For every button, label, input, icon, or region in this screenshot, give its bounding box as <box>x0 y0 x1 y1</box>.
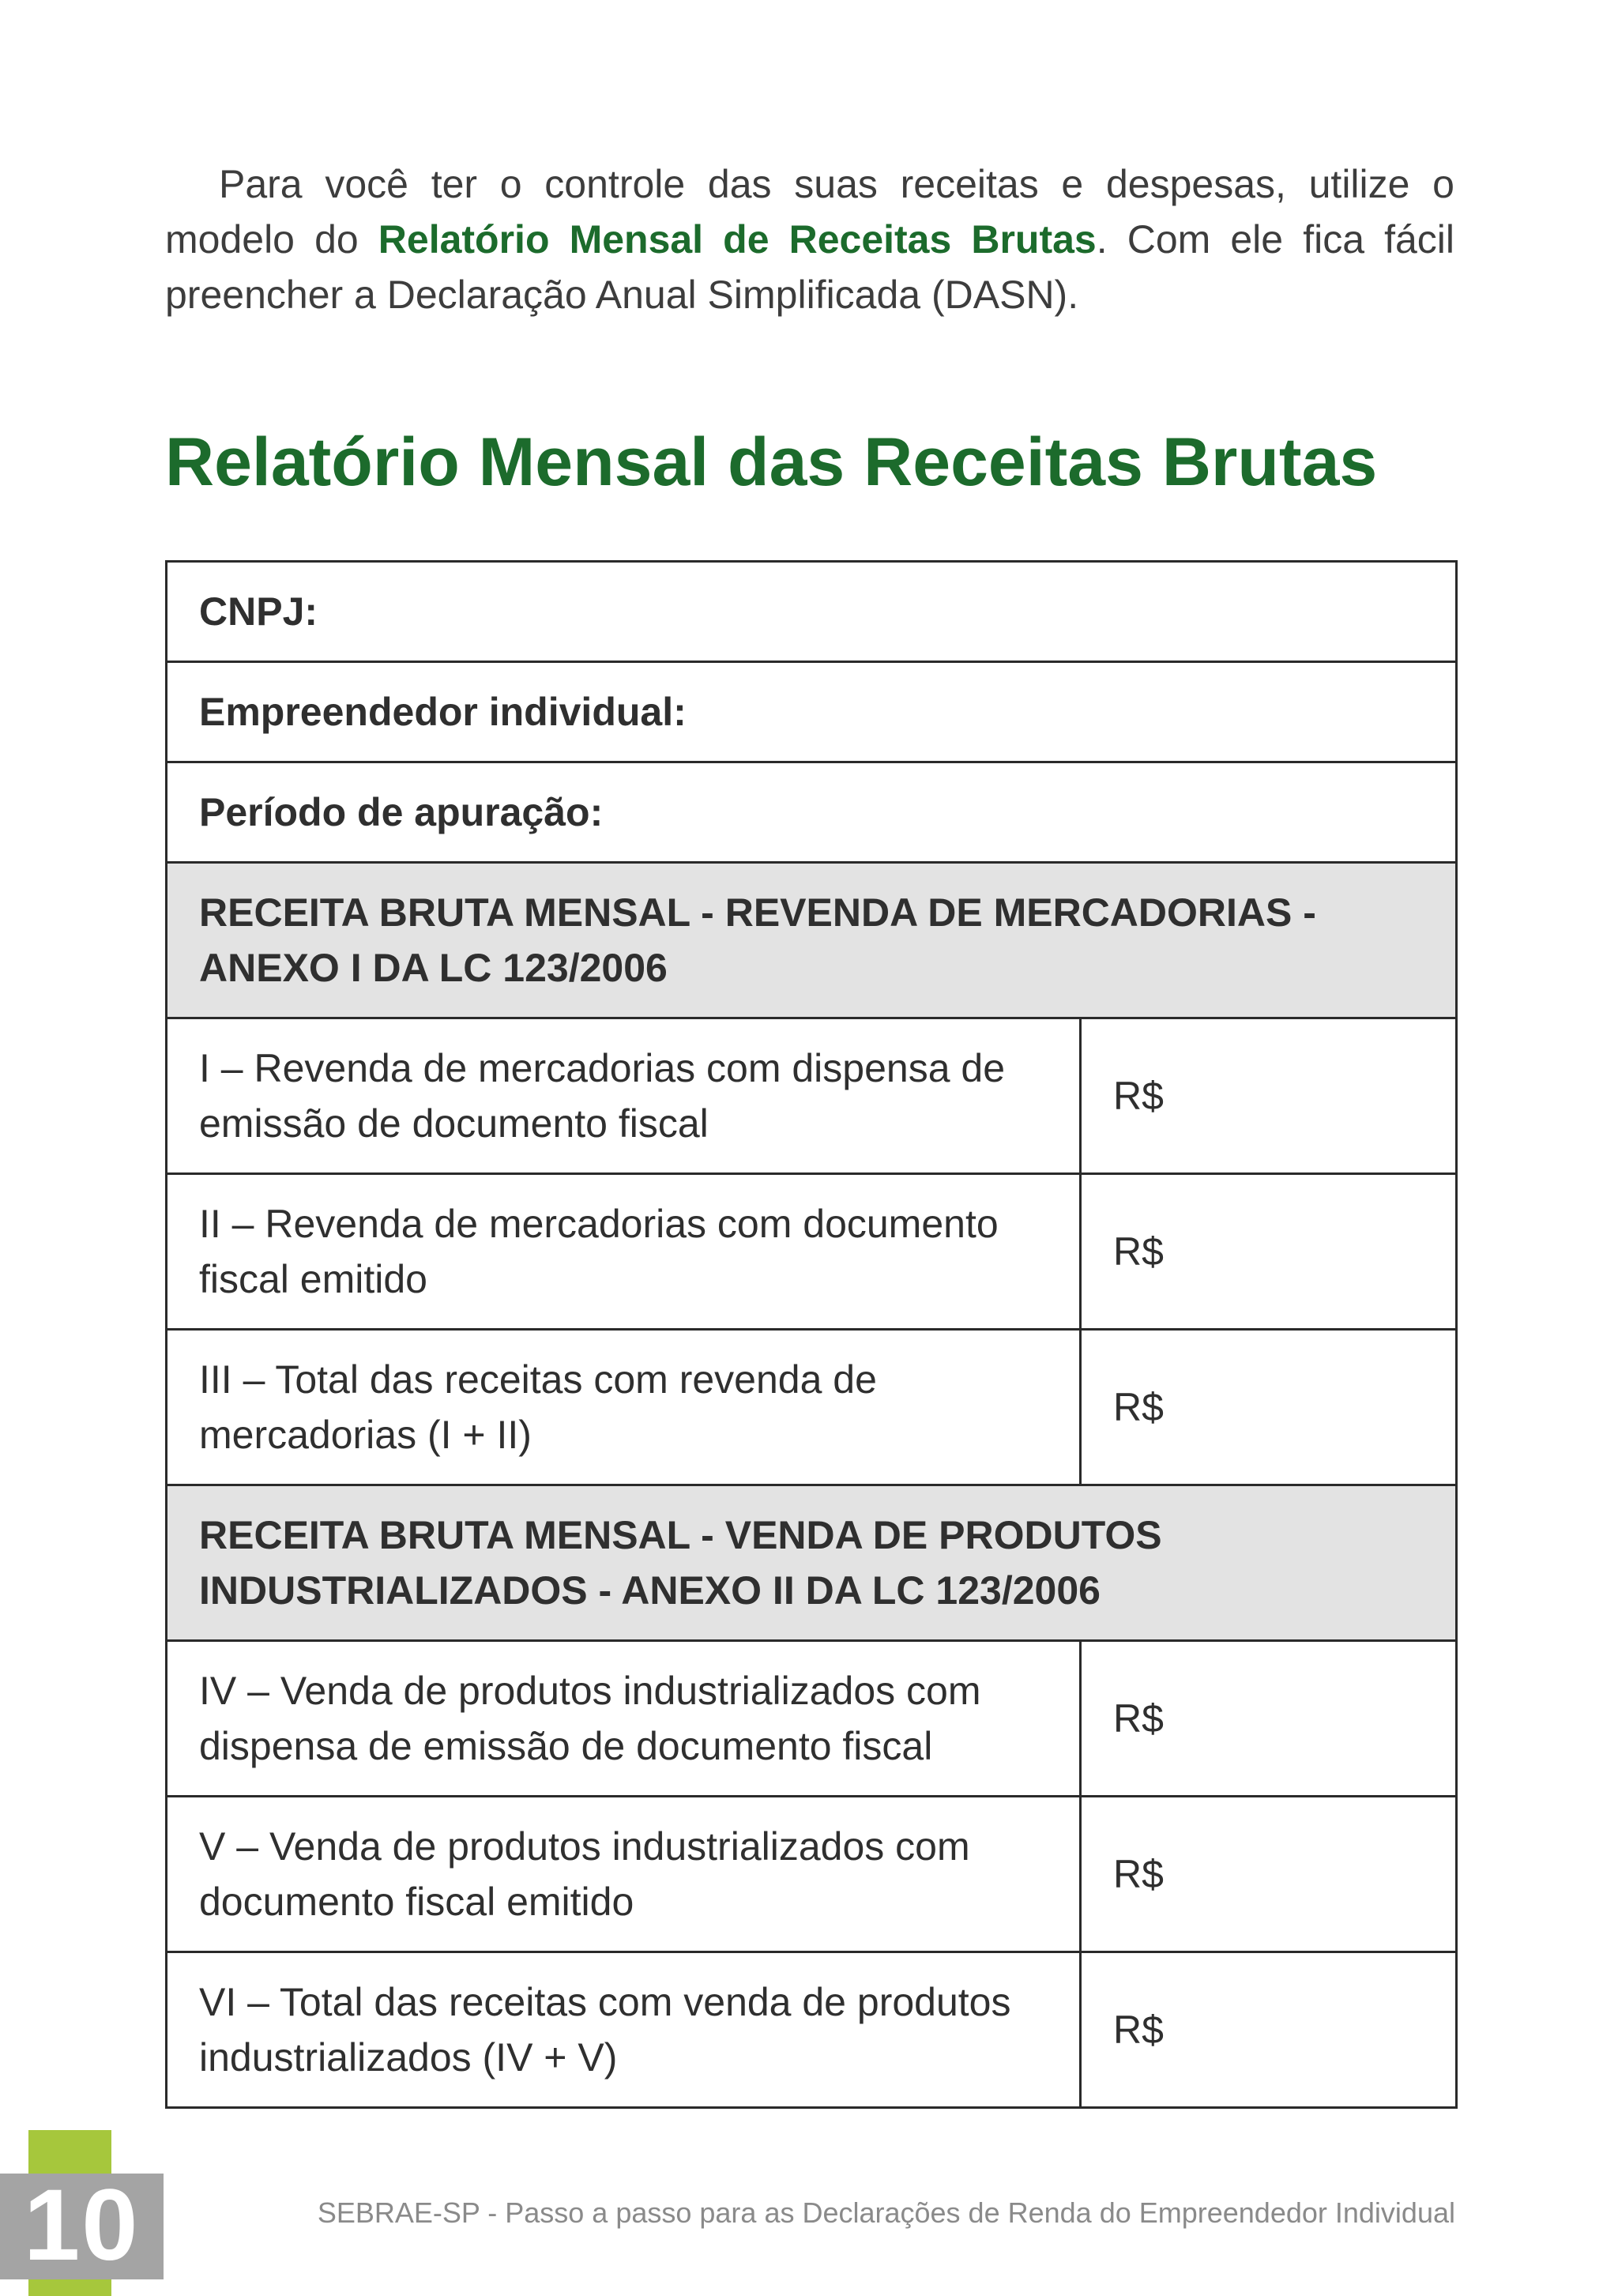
item-value-cell: R$ <box>1081 1018 1457 1174</box>
table-row <box>167 1018 1457 1174</box>
field-label-empreendedor: Empreendedor individual: <box>167 662 1457 762</box>
item-label: I – Revenda de mercadorias com dispensa de emissão de documento fiscal <box>167 1018 1081 1174</box>
table-row <box>167 1174 1457 1330</box>
item-label: II – Revenda de mercadorias com documento fiscal emitido <box>167 1174 1081 1330</box>
report-title: Relatório Mensal das Receitas Brutas <box>165 424 1378 500</box>
item-value-cell: R$ <box>1081 1330 1457 1485</box>
intro-highlight: Relatório Mensal de Receitas Brutas <box>378 217 1097 262</box>
section-header-row <box>167 863 1457 1018</box>
table-row <box>167 1330 1457 1485</box>
intro-text-part2: . Com ele fica fácil preencher a Declaração Anual Simplificada (DASN). <box>165 217 1454 317</box>
item-label: VI – Total das receitas com venda de produtos industrializados (IV + V) <box>167 1952 1081 2108</box>
field-row-cnpj <box>167 562 1457 662</box>
item-label: V – Venda de produtos industrializados com documento fiscal emitido <box>167 1797 1081 1952</box>
field-row-empreendedor <box>167 662 1457 762</box>
section-heading-mercadorias: RECEITA BRUTA MENSAL - REVENDA DE MERCADORIAS - ANEXO I DA LC 123/2006 <box>167 863 1457 1018</box>
table-row <box>167 1641 1457 1797</box>
footer-text: SEBRAE-SP - Passo a passo para as Declarações de Renda do Empreendedor Individual <box>317 2196 1455 2229</box>
item-label: III – Total das receitas com revenda de mercadorias (I + II) <box>167 1330 1081 1485</box>
intro-text-part1: Para você ter o controle das suas receitas e despesas, utilize o modelo do <box>165 162 1454 262</box>
table-row <box>167 1797 1457 1952</box>
item-value-cell: R$ <box>1081 1174 1457 1330</box>
item-label: IV – Venda de produtos industrializados com dispensa de emissão de documento fiscal <box>167 1641 1081 1797</box>
field-row-periodo <box>167 762 1457 863</box>
page-number: 10 <box>24 2169 140 2282</box>
report-table <box>165 560 1458 2109</box>
item-value-cell: R$ <box>1081 1641 1457 1797</box>
item-value-cell: R$ <box>1081 1797 1457 1952</box>
intro-paragraph <box>165 156 1454 322</box>
table-row <box>167 1952 1457 2108</box>
field-label-periodo: Período de apuração: <box>167 762 1457 863</box>
section-heading-industrializados: RECEITA BRUTA MENSAL - VENDA DE PRODUTOS INDUSTRIALIZADOS - ANEXO II DA LC 123/2006 <box>167 1485 1457 1641</box>
field-label-cnpj: CNPJ: <box>167 562 1457 662</box>
section-header-row <box>167 1485 1457 1641</box>
item-value-cell: R$ <box>1081 1952 1457 2108</box>
